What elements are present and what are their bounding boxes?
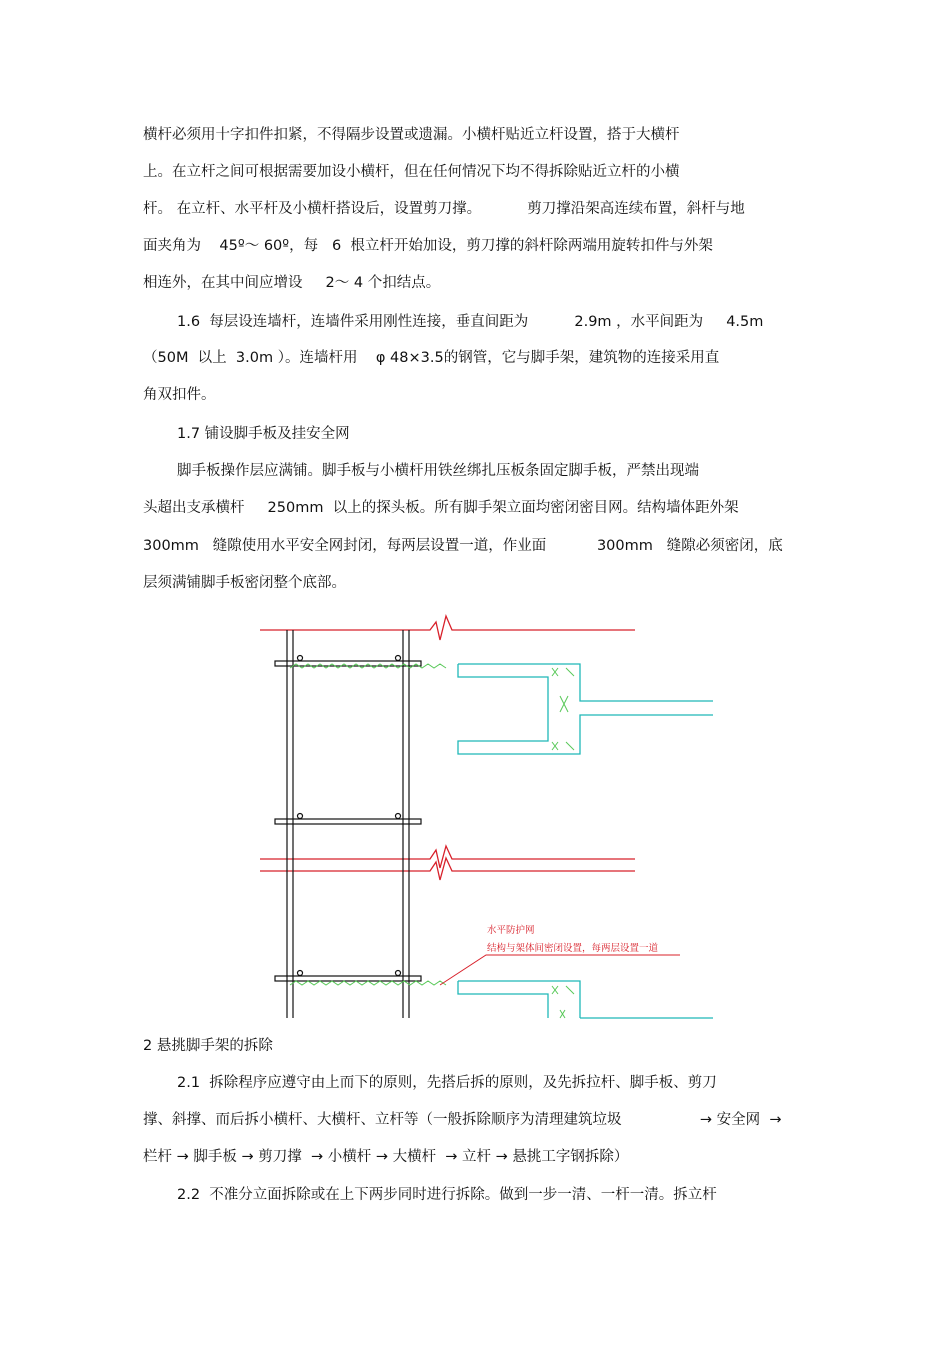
section-heading: 2 悬挑脚手架的拆除 [143,1038,273,1054]
text-line: 横杆必须用十字扣件扣紧，不得隔步设置或遗漏。小横杆贴近立杆设置，搭于大横杆 [143,127,680,143]
text-line: 撑、斜撑、而后拆小横杆、大横杆、立杆等（一般拆除顺序为清理建筑垃圾 → 安全网 → [143,1112,782,1128]
text-line: 栏杆 → 脚手板 → 剪刀撑 → 小横杆 → 大横杆 → 立杆 → 悬挑工字钢拆除） [143,1149,629,1165]
floor-line-top [260,616,635,640]
text-line: 角双扣件。 [143,387,216,403]
text-line: 头超出支承横杆 250mm 以上的探头板。所有脚手架立面均密闭密目网。结构墙体距外架 [143,500,739,516]
floor-line-mid-upper [260,846,635,868]
text-line: （50M 以上 3.0m ）。连墙杆用 φ 48×3.5的钢管，它与脚手架，建筑物的连接采用直 [143,350,720,366]
text-line: 300mm 缝隙使用水平安全网封闭，每两层设置一道，作业面 300mm 缝隙必须密闭，底 [143,538,783,554]
floor-line-mid-lower [260,858,635,880]
text-line: 上。在立杆之间可根据需要加设小横杆，但在任何情况下均不得拆除贴近立杆的小横 [143,164,680,180]
annotation-label-2: 结构与架体间密闭设置，每两层设置一道 [487,943,659,954]
section-heading: 1.7 铺设脚手板及挂安全网 [177,426,350,442]
text-line: 1.6 每层设连墙杆，连墙件采用刚性连接，垂直间距为 2.9m ，水平间距为 4.5m [177,314,764,330]
building-structure-lower [458,981,713,1018]
text-line: 2.2 不准分立面拆除或在上下两步同时进行拆除。做到一步一清、一杆一清。拆立杆 [177,1187,717,1203]
text-line: 相连外，在其中间应增设 2～ 4 个扣结点。 [143,275,441,291]
text-line: 脚手板操作层应满铺。脚手板与小横杆用铁丝绑扎压板条固定脚手板，严禁出现端 [177,463,699,479]
horizontal-ledgers [275,656,421,982]
text-line: 杆。 在立杆、水平杆及小横杆搭设后，设置剪刀撑。 剪刀撑沿架高连续布置，斜杆与地 [143,201,745,217]
text-line: 层须满铺脚手板密闭整个底部。 [143,575,346,591]
text-line: 面夹角为 45º～ 60º，每 6 根立杆开始加设，剪刀撑的斜杆除两端用旋转扣件与外架 [143,238,713,254]
building-structure-upper [458,664,713,754]
annotation-label-1: 水平防护网 [487,925,535,936]
structure-hatching [552,668,574,1018]
text-line: 2.1 拆除程序应遵守由上而下的原则，先搭后拆的原则，及先拆拉杆、脚手板、剪刀 [177,1075,717,1091]
